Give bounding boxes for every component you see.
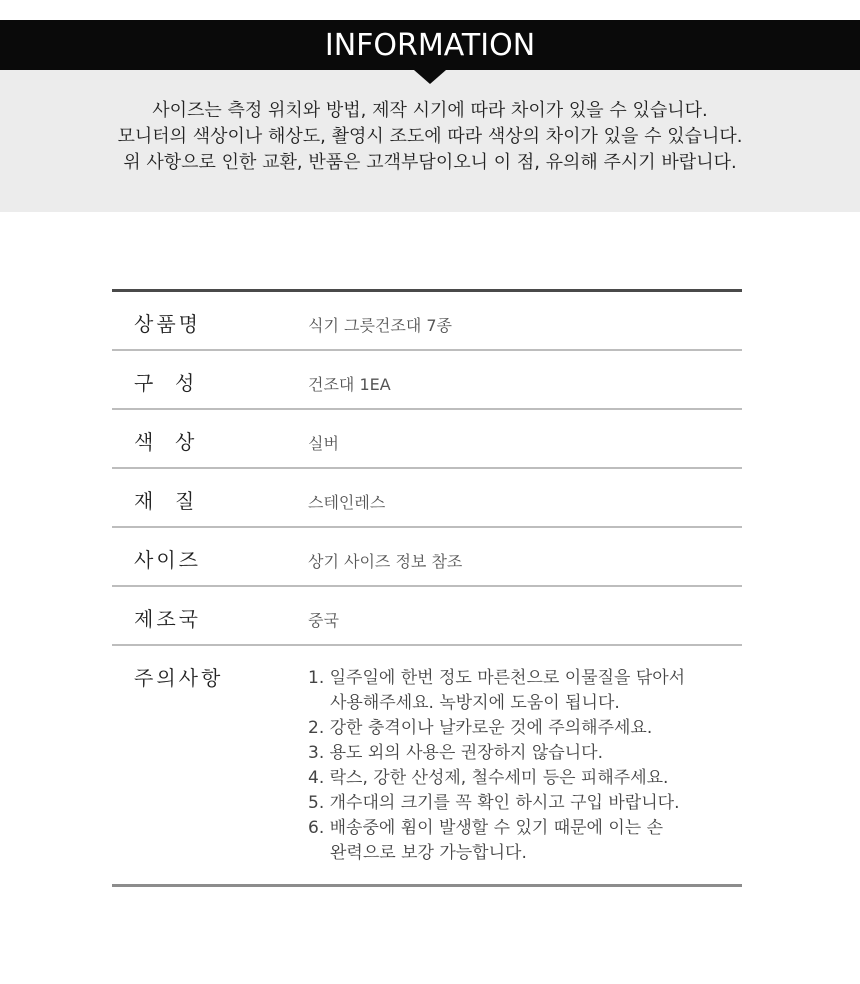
banner-pointer xyxy=(414,70,446,84)
caution-item: 4. 락스, 강한 산성제, 철수세미 등은 피해주세요. xyxy=(308,768,669,788)
notice-box xyxy=(0,70,860,212)
banner-title: INFORMATION xyxy=(324,27,536,63)
spec-value: 스테인레스 xyxy=(308,493,386,512)
spec-label: 구 성 xyxy=(134,371,198,395)
spec-label: 제조국 xyxy=(134,607,201,631)
caution-item: 사용해주세요. 녹방지에 도움이 됩니다. xyxy=(330,693,620,713)
spec-row-size xyxy=(112,528,742,587)
spec-label: 재 질 xyxy=(134,489,198,513)
spec-label: 사이즈 xyxy=(134,548,201,572)
spec-label: 색 상 xyxy=(134,430,198,454)
spec-value: 상기 사이즈 정보 참조 xyxy=(308,552,463,571)
spec-value: 실버 xyxy=(308,434,339,453)
caution-item: 완력으로 보강 가능합니다. xyxy=(330,843,527,863)
notice-line: 사이즈는 측정 위치와 방법, 제작 시기에 따라 차이가 있을 수 있습니다. xyxy=(152,100,708,121)
spec-row-product-name xyxy=(112,292,742,351)
notice-line: 위 사항으로 인한 교환, 반품은 고객부담이오니 이 점, 유의해 주시기 바랍니다. xyxy=(123,152,737,173)
spec-value: 건조대 1EA xyxy=(308,375,391,394)
caution-item: 6. 배송중에 휨이 발생할 수 있기 때문에 이는 손 xyxy=(308,818,664,838)
spec-value: 중국 xyxy=(308,611,339,630)
caution-item: 5. 개수대의 크기를 꼭 확인 하시고 구입 바랍니다. xyxy=(308,793,680,813)
caution-list xyxy=(308,666,738,866)
notice-text xyxy=(0,98,860,176)
spec-row-material xyxy=(112,469,742,528)
spec-table xyxy=(112,289,742,887)
caution-item: 1. 일주일에 한번 정도 마른천으로 이물질을 닦아서 xyxy=(308,668,686,688)
spec-value: 식기 그릇건조대 7종 xyxy=(308,316,452,335)
spec-label: 상품명 xyxy=(134,312,201,336)
information-banner xyxy=(0,20,860,70)
notice-line: 모니터의 색상이나 해상도, 촬영시 조도에 따라 색상의 차이가 있을 수 있습니다. xyxy=(117,126,743,147)
caution-item: 3. 용도 외의 사용은 권장하지 않습니다. xyxy=(308,743,603,763)
spec-label: 주의사항 xyxy=(134,666,224,690)
spec-row-composition xyxy=(112,351,742,410)
spec-row-country xyxy=(112,587,742,646)
caution-item: 2. 강한 충격이나 날카로운 것에 주의해주세요. xyxy=(308,718,653,738)
spec-row-caution xyxy=(112,646,742,887)
spec-row-color xyxy=(112,410,742,469)
